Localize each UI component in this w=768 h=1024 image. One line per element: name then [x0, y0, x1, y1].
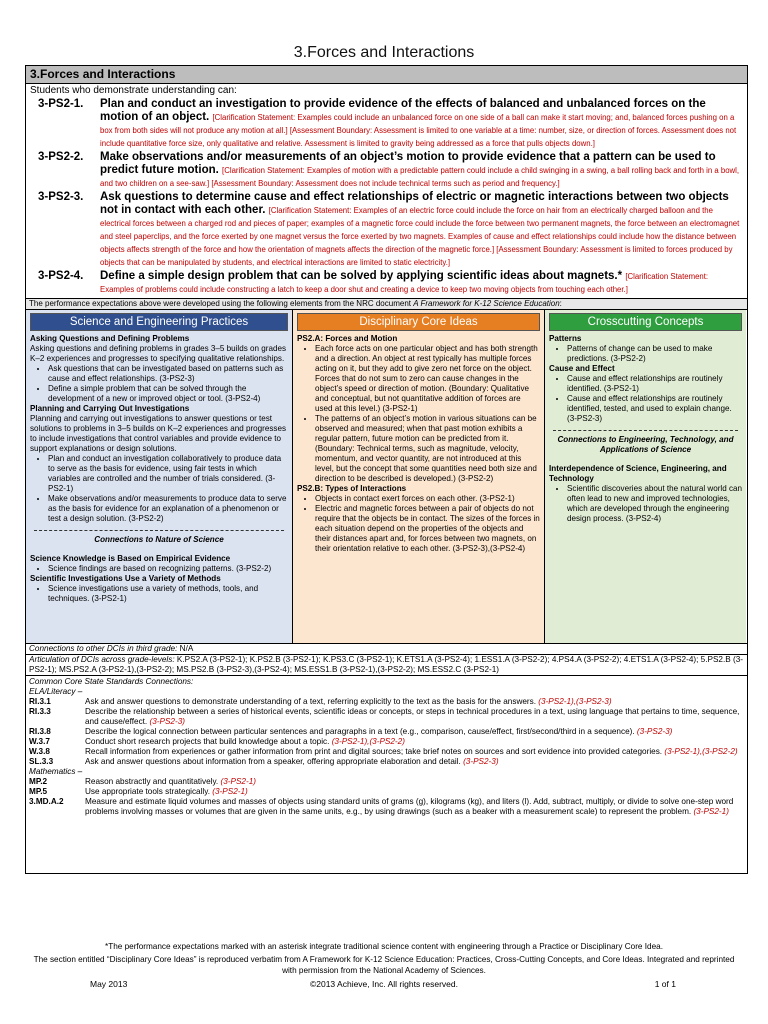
pe-statement: Plan and conduct an investigation to provide evidence of the effects of balanced and unbalanced forces on the motion of an object. [100, 98, 706, 123]
ccss-row [29, 797, 744, 817]
practices-heading: Science and Engineering Practices [30, 313, 288, 331]
footer-page-number: 1 of 1 [654, 979, 676, 989]
pe-code: 3-PS2-4. [38, 270, 84, 282]
pe-item [26, 270, 747, 296]
ccc-subheading: Cause and Effect [549, 364, 615, 373]
math-label: Mathematics – [29, 767, 83, 776]
ccss-code: MP.5 [29, 787, 48, 796]
practice-paragraph: Planning and carrying out investigations to answer questions or test solutions to problems in 3–5 builds on K–2 experiences and progresses to include investigations that control variables and provide evidence to support explanations or design solutions. [30, 414, 287, 453]
practice-bullet: • Ask questions that can be investigated based on patterns such as cause and effect relationships. (3-PS2-3) [48, 364, 288, 384]
pe-statement: Make observations and/or measurements of an object’s motion to provide evidence that a pattern can be used to predict future motion. [100, 151, 716, 176]
dci-bullet: • Electric and magnetic forces between a pair of objects do not require that the objects be in contact. The sizes of the forces in each situation depend on the properties of the objects and their distances apart and, for forces between two magnets, on their orientation relative to each other. (3-PS2-3),(3-PS2-4) [315, 504, 540, 554]
ccss-text: Recall information from experiences or gather information from print and digital sources; take brief notes on sources and sort evidence into provided categories. [85, 747, 663, 756]
practice-bullet: • Define a simple problem that can be solved through the development of a new or improved object or tool. (3-PS2-4) [48, 384, 288, 404]
ccss-text: Ask and answer questions to demonstrate understanding of a text, referring explicitly to the text as the basis for the answers. [85, 697, 537, 706]
ccss-row [29, 697, 744, 707]
ccss-code: RI.3.1 [29, 697, 51, 706]
connections-nature-heading: Connections to Nature of Science [94, 535, 224, 544]
ccss-row [29, 707, 744, 727]
pe-clarification: [Clarification Statement: Examples of motion with a predictable pattern could include a child swinging in a swing, a ball rolling back and forth in a bowl, and two children on a see-saw.] [Assessment Boundary: Assessment does not include technical terms such as period and frequency.] [100, 166, 740, 188]
pe-item [26, 191, 747, 269]
standards-table [25, 65, 748, 874]
ccss-text: Reason abstractly and quantitatively. [85, 777, 219, 786]
connections-other-dcis [26, 644, 747, 655]
practice-paragraph: Asking questions and defining problems in grades 3–5 builds on grades K–2 experiences and progresses to specifying qualitative relationships. [30, 344, 287, 363]
dci-bullet: • The patterns of an object’s motion in various situations can be observed and measured; when that past motion exhibits a regular pattern, future motion can be predicted from it. (Boundary: Technical terms, such as magnitude, velocity, momentum, and vector quantity, are not introduced at this level, but the concept that some quantities need both size and direction to be described is developed.) (3-PS2-2) [315, 414, 540, 484]
ccss-ref: (3-PS2-1),(3-PS2-2) [331, 737, 405, 746]
ccc-bullet: • Patterns of change can be used to make predictions. (3-PS2-2) [567, 344, 742, 364]
foundation-columns [26, 310, 747, 644]
practice-heading: Asking Questions and Defining Problems [30, 334, 190, 343]
pe-statement: Define a simple design problem that can be solved by applying scientific ideas about magnets.* [100, 270, 623, 282]
ccss-ref: (3-PS2-1) [220, 777, 256, 786]
pe-statement: Ask questions to determine cause and effect relationships of electric or magnetic interactions between two objects not in contact with each other. [100, 191, 729, 216]
ccc-bullet: • Cause and effect relationships are routinely identified. (3-PS2-1) [567, 374, 742, 394]
nrc-note-suffix: : [559, 299, 562, 308]
ccc-bullet: • Scientific discoveries about the natural world can often lead to new and improved technologies, which are developed through the engineering design process. (3-PS2-4) [567, 484, 742, 524]
ccss-row [29, 747, 744, 757]
ccss-section [26, 676, 747, 817]
ccss-text: Measure and estimate liquid volumes and masses of objects using standard units of grams (g), kilograms (kg), and liters (l). Add, subtract, multiply, or divide to solve one-step word problems involving masses or volumes that are given in the same units, e.g., by using drawings (such as a beaker with a measurement scale) to represent the problem. [85, 797, 734, 816]
nos-bullet: • Science investigations use a variety of methods, tools, and techniques. (3-PS2-1) [48, 584, 288, 604]
pe-code: 3-PS2-1. [38, 98, 84, 110]
connections-engineering-heading: Connections to Engineering, Technology, and Applications of Science [557, 435, 734, 454]
ccss-text: Ask and answer questions about information from a speaker, offering appropriate elaboration and detail. [85, 757, 461, 766]
document-title: 3.Forces and Interactions [293, 44, 475, 61]
ccss-text: Use appropriate tools strategically. [85, 787, 210, 796]
ccc-bullet: • Cause and effect relationships are routinely identified, tested, and used to explain change. (3-PS2-3) [567, 394, 742, 424]
dci-bullet: • Objects in contact exert forces on each other. (3-PS2-1) [315, 494, 540, 504]
articulation-text: K.PS2.A (3-PS2-1); K.PS2.B (3-PS2-1); K.PS3.C (3-PS2-1); K.ETS1.A (3-PS2-4); 1.ESS1.A (3-PS2-2); 4.PS4.A (3-PS2-2); 4.ETS1.A (3-PS2-4); 5.PS2.B (3-PS2-1); MS.PS2.A (3-PS2-1),(3-PS2-2); MS.PS2.B (3-PS2-3),(3-PS2-4); MS.ESS1.B (3-PS2-1),(3-PS2-2); MS.ESS2.C (3-PS2-1) [29, 655, 743, 674]
ccss-code: W.3.8 [29, 747, 50, 756]
ccss-ref: (3-PS2-1),(3-PS2-3) [538, 697, 612, 706]
intro-text: Students who demonstrate understanding can: [30, 85, 237, 96]
practice-bullet: • Make observations and/or measurements to produce data to serve as the basis for evidence for an explanation of a phenomenon or test a design solution. (3-PS2-2) [48, 494, 288, 524]
pe-code: 3-PS2-2. [38, 151, 84, 163]
ccss-ref: (3-PS2-3) [149, 717, 185, 726]
footer-date: May 2013 [90, 979, 128, 989]
nos-heading: Science Knowledge is Based on Empirical Evidence [30, 554, 231, 563]
practices-column [26, 310, 293, 643]
ccss-text: Describe the relationship between a series of historical events, scientific ideas or concepts, or steps in technical procedures in a text, using language that pertains to time, sequence, and cause/effect. [85, 707, 740, 726]
connections-other-label: Connections to other DCIs in third grade: [29, 644, 178, 653]
ccss-row [29, 737, 744, 747]
nrc-note [26, 298, 747, 310]
ccss-code: 3.MD.A.2 [29, 797, 64, 806]
practice-heading: Planning and Carrying Out Investigations [30, 404, 190, 413]
ccss-row [29, 787, 744, 797]
dci-bullet: • Each force acts on one particular object and has both strength and a direction. An object at rest typically has multiple forces acting on it, but they add to give zero net force on the object. Forces that do not sum to zero can cause changes in the object’s speed or direction of motion. (Boundary: Qualitative and conceptual, but not quantitative addition of forces are used at this level.) (3-PS2-1) [315, 344, 540, 414]
dci-heading: Disciplinary Core Ideas [297, 313, 540, 331]
practice-bullet: • Plan and conduct an investigation collaboratively to produce data to serve as the basis for evidence, using fair tests in which variables are controlled and the number of trials considered. (3-PS2-1) [48, 454, 288, 494]
dci-subheading: PS2.A: Forces and Motion [297, 334, 398, 343]
pe-clarification: [Clarification Statement: Examples could include an unbalanced force on one side of a ball can make it start moving; and, balanced forces pushing on a box from both sides will not produce any motion at all.] [Assessment Boundary: Assessment is limited to one variable at a time: number, size, or direction of forces. Assessment does not include quantitative force size, only qualitative and relative. Assessment is limited to gravity being addressed as a force that pulls objects down.] [100, 113, 737, 148]
ccss-ref: (3-PS2-1) [212, 787, 248, 796]
ccss-code: MP.2 [29, 777, 48, 786]
table-header: 3.Forces and Interactions [26, 66, 747, 84]
ccss-row [29, 757, 744, 767]
ccss-ref: (3-PS2-3) [463, 757, 499, 766]
ccc-subheading: Interdependence of Science, Engineering, and Technology [549, 464, 727, 483]
ccss-row [29, 777, 744, 787]
ccss-ref: (3-PS2-1) [693, 807, 729, 816]
ccss-ref: (3-PS2-3) [636, 727, 673, 736]
nrc-note-prefix: The performance expectations above were developed using the following elements from the NRC document [29, 299, 411, 308]
pe-code: 3-PS2-3. [38, 191, 84, 203]
nos-bullet: • Science findings are based on recognizing patterns. (3-PS2-2) [48, 564, 288, 574]
ccss-title: Common Core State Standards Connections: [29, 677, 194, 686]
ccc-heading: Crosscutting Concepts [549, 313, 742, 331]
ccss-code: RI.3.8 [29, 727, 51, 736]
articulation-label: Articulation of DCIs across grade-levels: [29, 655, 175, 664]
nos-heading: Scientific Investigations Use a Variety of Methods [30, 574, 221, 583]
footer-copyright: ©2013 Achieve, Inc. All rights reserved. [309, 979, 458, 989]
ccss-text: Describe the logical connection between particular sentences and paragraphs in a text (e.g., comparison, cause/effect, first/second/third in a sequence). [85, 727, 635, 736]
ccc-subheading: Patterns [549, 334, 582, 343]
pe-clarification: [Clarification Statement: Examples of an electric force could include the force on hair from an electrically charged balloon and the electrical forces between a charged rod and pieces of paper; examples of a magnetic force could include the force between two permanent magnets, the force between an electromagnet and steel paperclips, and the force exerted by one magnet versus the force exerted by two magnets. Examples of cause and effect relationships could include how the distance between objects affects strength of the force and how the orientation of magnets affects the direction of the magnetic force.] [Assessment Boundary: Assessment is limited to forces produced by objects that can be manipulated by students, and electrical interactions are limited to static electricity.] [100, 206, 740, 267]
pe-item [26, 98, 747, 150]
ccss-row [29, 727, 744, 737]
dci-column [293, 310, 545, 643]
ccc-column [545, 310, 746, 643]
ela-label: ELA/Literacy – [29, 687, 83, 696]
pe-clarification: [Clarification Statement: Examples of problems could include constructing a latch to keep a door shut and creating a device to keep two moving objects from touching each other.] [100, 272, 709, 294]
ccss-code: RI.3.3 [29, 707, 51, 716]
footnote-dci: The section entitled “Disciplinary Core Ideas” is reproduced verbatim from A Framework for K-12 Science Education: Practices, Cross-Cutting Concepts, and Core Ideas. Integrated and reprinted with permission from the National Academy of Sciences. [33, 955, 735, 975]
divider [34, 530, 284, 531]
articulation-row [26, 655, 747, 676]
dci-subheading: PS2.B: Types of Interactions [297, 484, 407, 493]
connections-other-value: N/A [179, 644, 194, 653]
ccss-ref: (3-PS2-1),(3-PS2-2) [664, 747, 738, 756]
footnote-asterisk: *The performance expectations marked with an asterisk integrate traditional science content with engineering through a Practice or Disciplinary Core Idea. [105, 942, 663, 951]
ccss-code: SL.3.3 [29, 757, 54, 766]
ccss-text: Conduct short research projects that build knowledge about a topic. [85, 737, 330, 746]
nrc-note-title: A Framework for K-12 Science Education [413, 299, 560, 308]
divider [553, 430, 738, 431]
pe-item [26, 151, 747, 190]
ccss-code: W.3.7 [29, 737, 50, 746]
